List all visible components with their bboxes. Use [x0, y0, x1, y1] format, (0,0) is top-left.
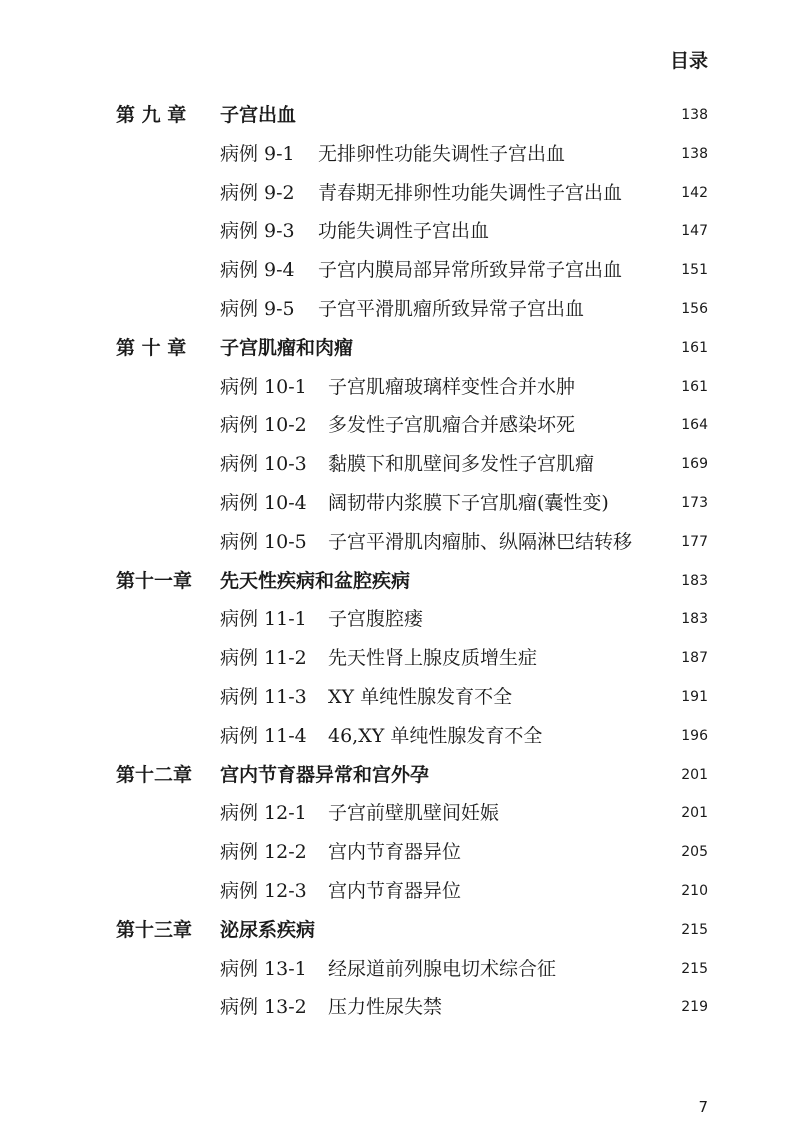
case-title: 青春期无排卵性功能失调性子宫出血 — [318, 181, 623, 204]
case-title: XY 单纯性腺发育不全 — [328, 685, 513, 708]
case-label: 病例 10-4 — [220, 491, 307, 514]
case-title: 先天性肾上腺皮质增生症 — [328, 647, 538, 670]
page-ref: 215 — [681, 960, 708, 977]
case-label: 病例 12-2 — [220, 841, 307, 864]
case-title: 子宫前壁肌壁间妊娠 — [328, 802, 500, 825]
toc-case[interactable] — [0, 135, 800, 174]
page-ref: 177 — [681, 533, 708, 550]
toc-case[interactable] — [0, 368, 800, 407]
toc-case[interactable] — [0, 717, 800, 756]
case-title: 功能失调性子宫出血 — [318, 220, 490, 243]
page-ref: 196 — [681, 727, 708, 744]
case-title: 多发性子宫肌瘤合并感染坏死 — [328, 414, 576, 437]
toc-case[interactable] — [0, 445, 800, 484]
toc-case[interactable] — [0, 600, 800, 639]
page-ref: 161 — [681, 378, 708, 395]
toc-case[interactable] — [0, 290, 800, 329]
case-label: 病例 12-3 — [220, 879, 307, 902]
case-title: 宫内节育器异位 — [328, 841, 462, 864]
page-ref: 191 — [681, 688, 708, 705]
page-ref: 201 — [681, 766, 708, 783]
toc-chapter[interactable] — [0, 911, 800, 950]
case-label: 病例 10-5 — [220, 530, 307, 553]
case-title: 经尿道前列腺电切术综合征 — [328, 957, 557, 980]
chapter-number: 第 九 章 — [116, 104, 187, 126]
case-title: 子宫平滑肌瘤所致异常子宫出血 — [318, 297, 585, 320]
page-ref: 161 — [681, 339, 708, 356]
page-ref: 205 — [681, 844, 708, 861]
case-label: 病例 13-2 — [220, 996, 307, 1019]
case-label: 病例 11-3 — [220, 685, 307, 708]
page-ref: 164 — [681, 417, 708, 434]
case-label: 病例 10-3 — [220, 453, 307, 476]
toc-case[interactable] — [0, 872, 800, 911]
toc-chapter[interactable] — [0, 756, 800, 795]
toc-case[interactable] — [0, 212, 800, 251]
toc-chapter[interactable] — [0, 329, 800, 368]
case-title: 黏膜下和肌壁间多发性子宫肌瘤 — [328, 453, 595, 476]
toc-case[interactable] — [0, 523, 800, 562]
chapter-number: 第 十 章 — [116, 336, 187, 359]
table-of-contents — [0, 96, 800, 1027]
chapter-title: 宫内节育器异常和宫外孕 — [220, 763, 430, 786]
toc-case[interactable] — [0, 678, 800, 717]
page-ref: 169 — [681, 456, 708, 473]
toc-case[interactable] — [0, 988, 800, 1027]
case-label: 病例 9-3 — [220, 220, 295, 243]
case-label: 病例 13-1 — [220, 957, 307, 980]
toc-chapter[interactable] — [0, 562, 800, 601]
case-title: 子宫腹腔瘘 — [328, 608, 424, 631]
chapter-title: 泌尿系疾病 — [220, 918, 316, 941]
chapter-number: 第十三章 — [116, 918, 193, 941]
page-ref: 173 — [681, 494, 708, 511]
chapter-number: 第十一章 — [116, 569, 193, 592]
chapter-title: 子宫出血 — [220, 104, 297, 126]
chapter-number: 第十二章 — [116, 763, 193, 786]
toc-case[interactable] — [0, 639, 800, 678]
page-ref: 201 — [681, 805, 708, 822]
page-number: 7 — [698, 1098, 708, 1116]
toc-case[interactable] — [0, 833, 800, 872]
case-title: 宫内节育器异位 — [328, 879, 462, 902]
section-title: 目录 — [669, 50, 708, 72]
chapter-title: 子宫肌瘤和肉瘤 — [220, 336, 354, 359]
toc-case[interactable] — [0, 484, 800, 523]
case-label: 病例 10-1 — [220, 375, 307, 398]
page-ref: 215 — [681, 921, 708, 938]
page-ref: 183 — [681, 611, 708, 628]
page-ref: 147 — [681, 223, 708, 240]
page-ref: 138 — [681, 107, 708, 123]
toc-chapter[interactable] — [0, 96, 800, 135]
case-label: 病例 10-2 — [220, 414, 307, 437]
case-label: 病例 11-4 — [220, 724, 307, 747]
page-ref: 219 — [681, 999, 708, 1016]
case-label: 病例 9-1 — [220, 142, 295, 165]
case-label: 病例 9-2 — [220, 181, 295, 204]
case-title: 阔韧带内浆膜下子宫肌瘤(囊性变) — [328, 491, 609, 514]
toc-case[interactable] — [0, 251, 800, 290]
page-ref: 187 — [681, 650, 708, 667]
chapter-title: 先天性疾病和盆腔疾病 — [220, 569, 411, 592]
case-title: 子宫肌瘤玻璃样变性合并水肿 — [328, 375, 576, 398]
case-title: 子宫内膜局部异常所致异常子宫出血 — [318, 259, 623, 282]
page-ref: 138 — [681, 145, 708, 162]
case-label: 病例 9-5 — [220, 297, 295, 320]
toc-case[interactable] — [0, 950, 800, 989]
case-label: 病例 9-4 — [220, 259, 295, 282]
page-ref: 142 — [681, 184, 708, 201]
case-title: 子宫平滑肌肉瘤肺、纵隔淋巴结转移 — [328, 530, 633, 553]
page-ref: 151 — [681, 262, 708, 279]
case-title: 无排卵性功能失调性子宫出血 — [318, 142, 566, 165]
page-ref: 156 — [681, 300, 708, 317]
toc-case[interactable] — [0, 794, 800, 833]
case-label: 病例 11-2 — [220, 647, 307, 670]
toc-case[interactable] — [0, 174, 800, 213]
page-ref: 210 — [681, 882, 708, 899]
case-label: 病例 11-1 — [220, 608, 307, 631]
case-title: 压力性尿失禁 — [328, 996, 443, 1019]
page-ref: 183 — [681, 572, 708, 589]
case-title: 46,XY 单纯性腺发育不全 — [328, 724, 543, 747]
toc-case[interactable] — [0, 406, 800, 445]
case-label: 病例 12-1 — [220, 802, 307, 825]
